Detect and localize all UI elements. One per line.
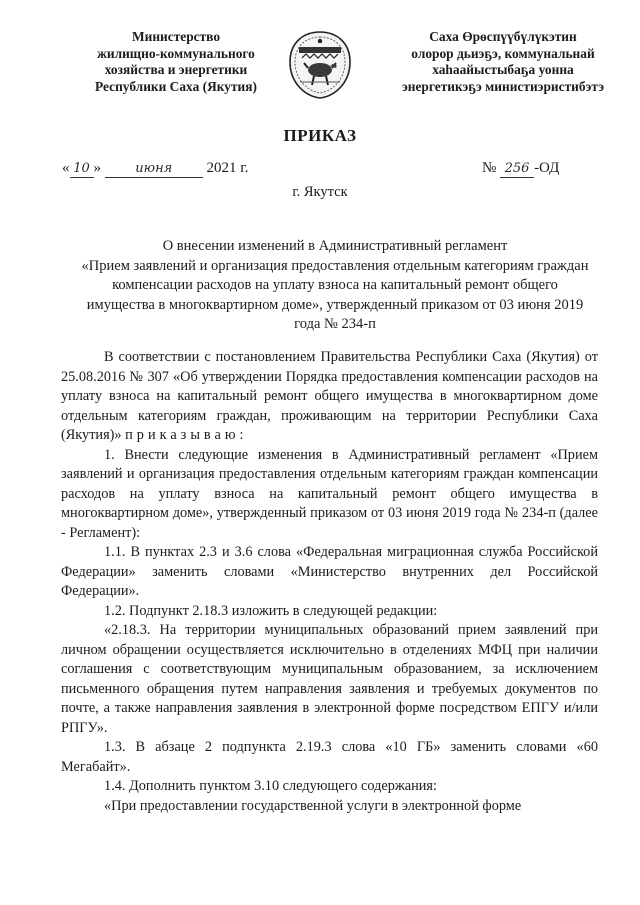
preamble-paragraph (61, 348, 598, 446)
item-1-1-paragraph: 1.1. В пунктах 2.3 и 3.6 слова «Федеральная миграционная служба Российской Федерации» заменить словами «Министерство внутренних дел Российской Федерации». (61, 544, 598, 599)
org-right-line: Саха Өрөспүүбүлүкэтин (429, 29, 577, 44)
issue-city: г. Якутск (292, 184, 348, 200)
item-1-4-paragraph: 1.4. Дополнить пунктом 3.10 следующего содержания: (104, 778, 437, 794)
subject-line: «Прием заявлений и организация предоставления отдельным категориям граждан (81, 257, 589, 274)
order-date (62, 160, 248, 178)
order-keyword: приказываю: (125, 427, 248, 443)
item-1-3-paragraph: 1.3. В абзаце 2 подпункта 2.19.3 слова «10 ГБ» заменить словами «60 Мегабайт». (61, 739, 598, 775)
item-3-10-quote: «При предоставлении государственной услуги в электронной форме (104, 797, 522, 814)
subject-line: компенсации расходов на уплату взноса на капитальный ремонт общего (112, 277, 558, 294)
subject-line: О внесении изменений в Административный регламент (162, 238, 508, 254)
preamble-text: В соответствии с постановлением Правительства Республики Саха (Якутия) от 25.08.2016 № 307 «Об утверждении Порядка предоставления компенсации расходов на уплату взноса на капитальный ремонт общего имущества в многоквартирном доме отдельным категориям граждан, проживающим на территории Республики Саха (Якутия)» (61, 349, 598, 443)
number-value: 256 (504, 161, 530, 176)
date-day: 10 (73, 161, 90, 176)
ministry-name-russian (62, 29, 290, 95)
number-suffix: -ОД (534, 160, 560, 176)
subject-line: года № 234-п (294, 316, 376, 333)
org-left-line: Министерство (131, 29, 221, 44)
item-1-paragraph: 1. Внести следующие изменения в Административный регламент «Прием заявлений и организация предоставления отдельным категориям граждан компенсации расходов на уплату взноса на капитальный ремонт общего имущества в многоквартирном доме», утвержденный приказом от 03 июня 2019 года № 234-п (далее - Регламент): (61, 446, 598, 541)
coat-of-arms-emblem-icon (286, 30, 354, 100)
subject-line: имущества в многоквартирном доме», утвержденный приказом от 03 июня 2019 (86, 296, 584, 313)
document-type-title: ПРИКАЗ (283, 126, 357, 145)
org-right-line: олорор дьиэҕэ, коммунальнай (411, 45, 595, 61)
order-number (482, 160, 559, 178)
item-1-2-paragraph: 1.2. Подпункт 2.18.3 изложить в следующей редакции: (104, 602, 438, 619)
org-right-line: хаһаайыстыбаҕа уонна (432, 62, 574, 77)
ministry-name-yakut (378, 29, 628, 95)
date-open-quote: « (62, 160, 70, 176)
org-left-line: Республики Саха (Якутия) (95, 78, 257, 94)
org-left-line: хозяйства и энергетики (104, 62, 248, 77)
number-prefix: № (482, 160, 497, 176)
order-subject (70, 237, 600, 335)
order-body (61, 348, 598, 816)
org-left-line: жилищно-коммунального (97, 45, 255, 61)
date-close-quote: » (93, 160, 101, 176)
date-month: июня (135, 161, 173, 176)
item-2-18-3-quote: «2.18.3. На территории муниципальных образований прием заявлений при личном обращении осуществляется исключительно в отделениях МФЦ при наличии соглашения с соответствующим муниципальным образованием, за исключением письменного обращения путем направления заявления и требуемых документов по почте, а также направления заявления в электронной форме посредством ЕПГУ и/или РПГУ». (61, 622, 598, 736)
date-year: 2021 г. (206, 160, 249, 176)
org-right-line: энергетикэҕэ министиэристибэтэ (401, 78, 605, 94)
